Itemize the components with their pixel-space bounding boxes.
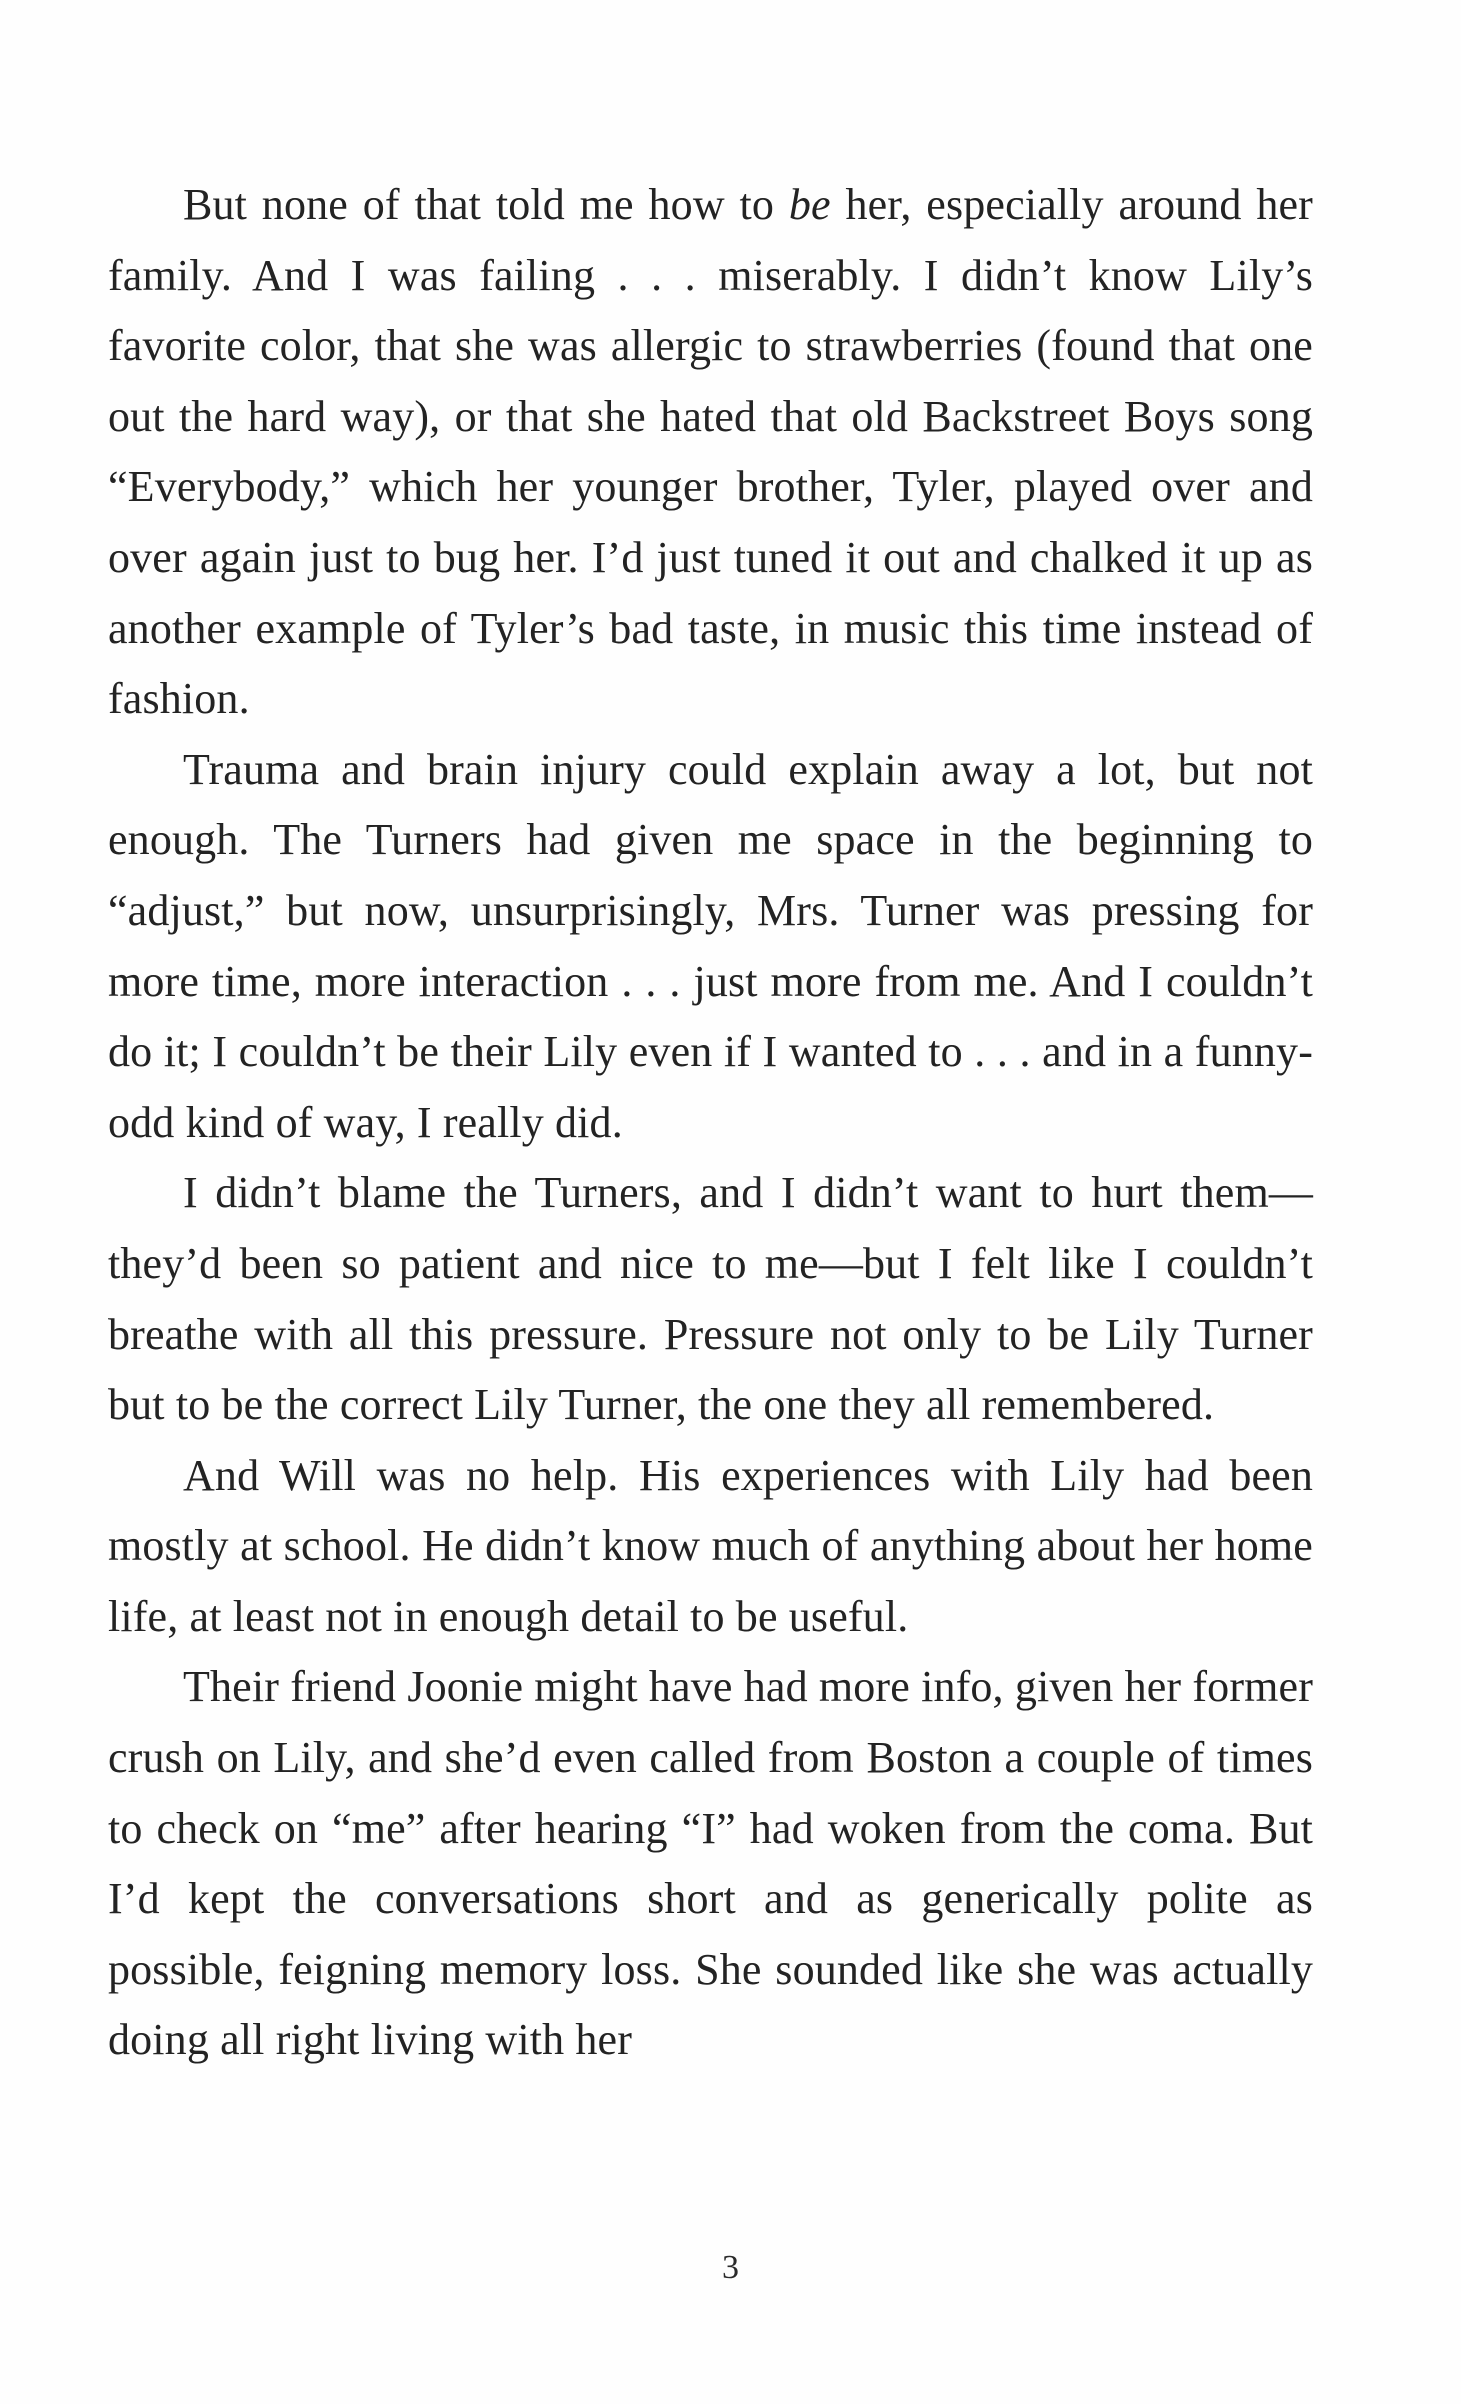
page-number: 3 bbox=[722, 2249, 739, 2286]
body-text bbox=[108, 170, 1313, 2076]
paragraph-1-text-b: her, especially around her family. And I was failing . . . miserably. I didn’t know Lily’s favorite color, that she was allergic to strawberries (found that one out the hard way), or that she hated that old Backstreet Boys song “Everybody,” which her younger brother, Tyler, played over and over again just to bug her. I’d just tuned it out and chalked it up as another example of Tyler’s bad taste, in music this time instead of fashion. bbox=[108, 180, 1313, 724]
paragraph-1-italic-be: be bbox=[788, 180, 831, 229]
paragraph-5-text: Their friend Joonie might have had more info, given her former crush on Lily, and she’d even called from Boston a couple of times to check on “me” after hearing “I” had woken from the coma. But I’d kept the conversations short and as generically polite as possible, feigning memory loss. She sounded like she was actually doing all right living with her bbox=[108, 1662, 1313, 2065]
paragraph-4-text: And Will was no help. His experiences with Lily had been mostly at school. He didn’t know much of anything about her home life, at least not in enough detail to be useful. bbox=[108, 1450, 1313, 1641]
paragraph-1 bbox=[108, 170, 1313, 735]
paragraph-2-text: Trauma and brain injury could explain away a lot, but not enough. The Turners had given me space in the beginning to “adjust,” but now, unsurprisingly, Mrs. Turner was pressing for more time, more interaction . . . just more from me. And I couldn’t do it; I couldn’t be their Lily even if I wanted to . . . and in a funny-odd kind of way, I really did. bbox=[108, 744, 1313, 1147]
paragraph-3-text: I didn’t blame the Turners, and I didn’t want to hurt them—they’d been so patient and nice to me—but I felt like I couldn’t breathe with all this pressure. Pressure not only to be Lily Turner but to be the correct Lily Turner, the one they all remembered. bbox=[108, 1168, 1313, 1430]
paragraph-4 bbox=[108, 1441, 1313, 1653]
paragraph-3 bbox=[108, 1158, 1313, 1440]
paragraph-1-text-a: But none of that told me how to bbox=[183, 180, 789, 229]
paragraph-5 bbox=[108, 1652, 1313, 2076]
paragraph-2 bbox=[108, 735, 1313, 1159]
